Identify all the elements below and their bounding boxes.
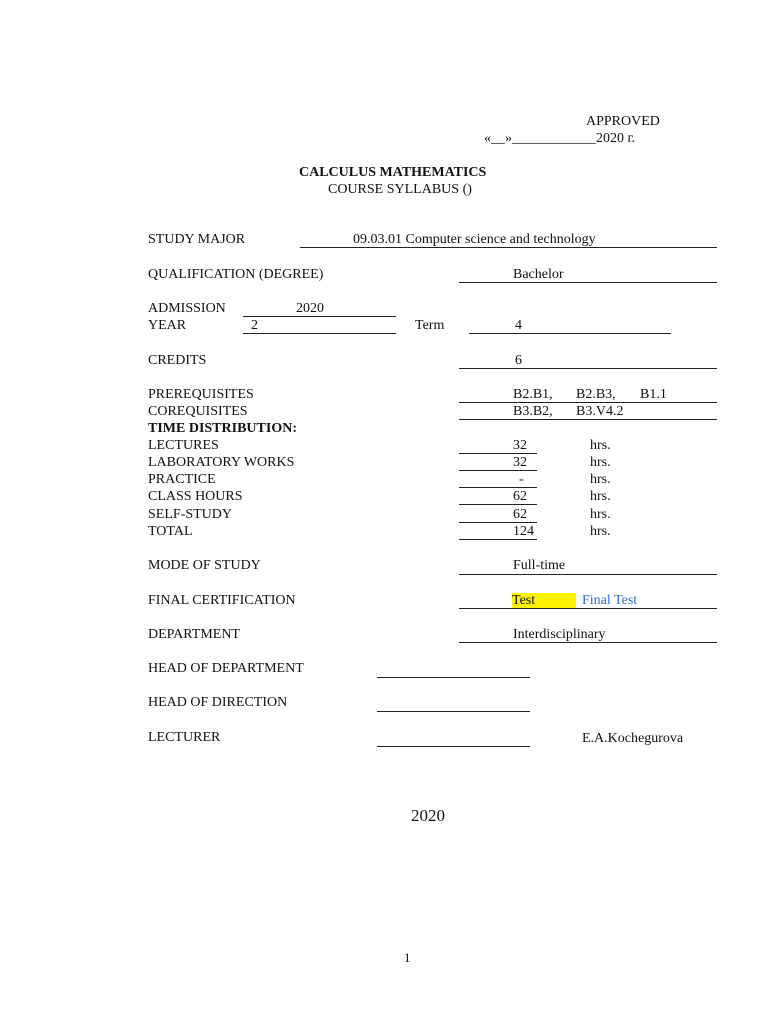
time-row-underline <box>459 504 537 505</box>
time-row-value: 32 <box>513 438 527 453</box>
time-row-unit: hrs. <box>590 507 611 522</box>
term-label: Term <box>415 318 445 333</box>
final-certification-label: FINAL CERTIFICATION <box>148 593 296 608</box>
approved-label: APPROVED <box>586 114 660 129</box>
admission-underline <box>243 316 396 317</box>
mode-of-study-underline <box>459 574 717 575</box>
final-certification-underline <box>459 608 717 609</box>
year-label: YEAR <box>148 318 187 333</box>
time-row-label: LECTURES <box>148 438 219 453</box>
time-row-unit: hrs. <box>590 524 611 539</box>
time-row-value: 32 <box>513 455 527 470</box>
time-row-label: PRACTICE <box>148 472 216 487</box>
prerequisites-underline <box>459 402 717 403</box>
study-major-value: 09.03.01 Computer science and technology <box>353 232 596 247</box>
corequisites-label: COREQUISITES <box>148 404 248 419</box>
credits-underline <box>459 368 717 369</box>
time-row-underline <box>459 522 537 523</box>
page-number: 1 <box>404 950 411 965</box>
department-label: DEPARTMENT <box>148 627 240 642</box>
time-row-value: 62 <box>513 507 527 522</box>
time-row-value: 62 <box>513 489 527 504</box>
year-underline <box>243 333 396 334</box>
time-row-value: 124 <box>513 524 534 539</box>
term-value: 4 <box>515 318 522 333</box>
lecturer-signature-line <box>377 746 530 747</box>
time-row-unit: hrs. <box>590 438 611 453</box>
footer-year: 2020 <box>411 806 445 825</box>
time-row-label: TOTAL <box>148 524 193 539</box>
head-of-department-label: HEAD OF DEPARTMENT <box>148 661 304 676</box>
corequisites-underline <box>459 419 717 420</box>
time-row-label: LABORATORY WORKS <box>148 455 295 470</box>
admission-label: ADMISSION <box>148 301 226 316</box>
prerequisites-label: PREREQUISITES <box>148 387 254 402</box>
year-value: 2 <box>251 318 258 333</box>
corequisite-item: B3.V4.2 <box>576 404 624 419</box>
head-of-direction-signature-line <box>377 711 530 712</box>
time-row-label: CLASS HOURS <box>148 489 243 504</box>
admission-value: 2020 <box>296 301 324 316</box>
study-major-label: STUDY MAJOR <box>148 232 246 247</box>
lecturer-label: LECTURER <box>148 730 221 745</box>
department-value: Interdisciplinary <box>513 627 606 642</box>
qualification-label: QUALIFICATION (DEGREE) <box>148 267 324 282</box>
term-underline <box>469 333 671 334</box>
time-row-unit: hrs. <box>590 472 611 487</box>
prerequisite-item: B2.B3, <box>576 387 616 402</box>
time-row-unit: hrs. <box>590 455 611 470</box>
lecturer-name: E.A.Kochegurova <box>582 731 684 746</box>
credits-label: CREDITS <box>148 353 207 368</box>
head-of-department-signature-line <box>377 677 530 678</box>
final-certification-alt: Final Test <box>582 593 638 608</box>
time-row-label: SELF-STUDY <box>148 507 233 522</box>
time-row-value: - <box>519 472 524 487</box>
course-title: CALCULUS MATHEMATICS <box>299 165 487 180</box>
study-major-underline <box>300 247 717 248</box>
time-row-unit: hrs. <box>590 489 611 504</box>
time-row-underline <box>459 487 537 488</box>
prerequisite-item: B1.1 <box>640 387 667 402</box>
course-subtitle: COURSE SYLLABUS () <box>328 182 472 197</box>
department-underline <box>459 642 717 643</box>
prerequisite-item: B2.B1, <box>513 387 553 402</box>
time-row-underline <box>459 470 537 471</box>
approval-date-line: «__»____________2020 г. <box>484 131 636 146</box>
head-of-direction-label: HEAD OF DIRECTION <box>148 695 288 710</box>
credits-value: 6 <box>515 353 522 368</box>
mode-of-study-value: Full-time <box>513 558 566 573</box>
final-certification-value: Test <box>512 593 576 609</box>
time-row-underline <box>459 453 537 454</box>
corequisite-item: B3.B2, <box>513 404 553 419</box>
time-row-underline <box>459 539 537 540</box>
qualification-underline <box>459 282 717 283</box>
time-distribution-heading: TIME DISTRIBUTION: <box>148 421 297 436</box>
qualification-value: Bachelor <box>513 267 564 282</box>
mode-of-study-label: MODE OF STUDY <box>148 558 261 573</box>
